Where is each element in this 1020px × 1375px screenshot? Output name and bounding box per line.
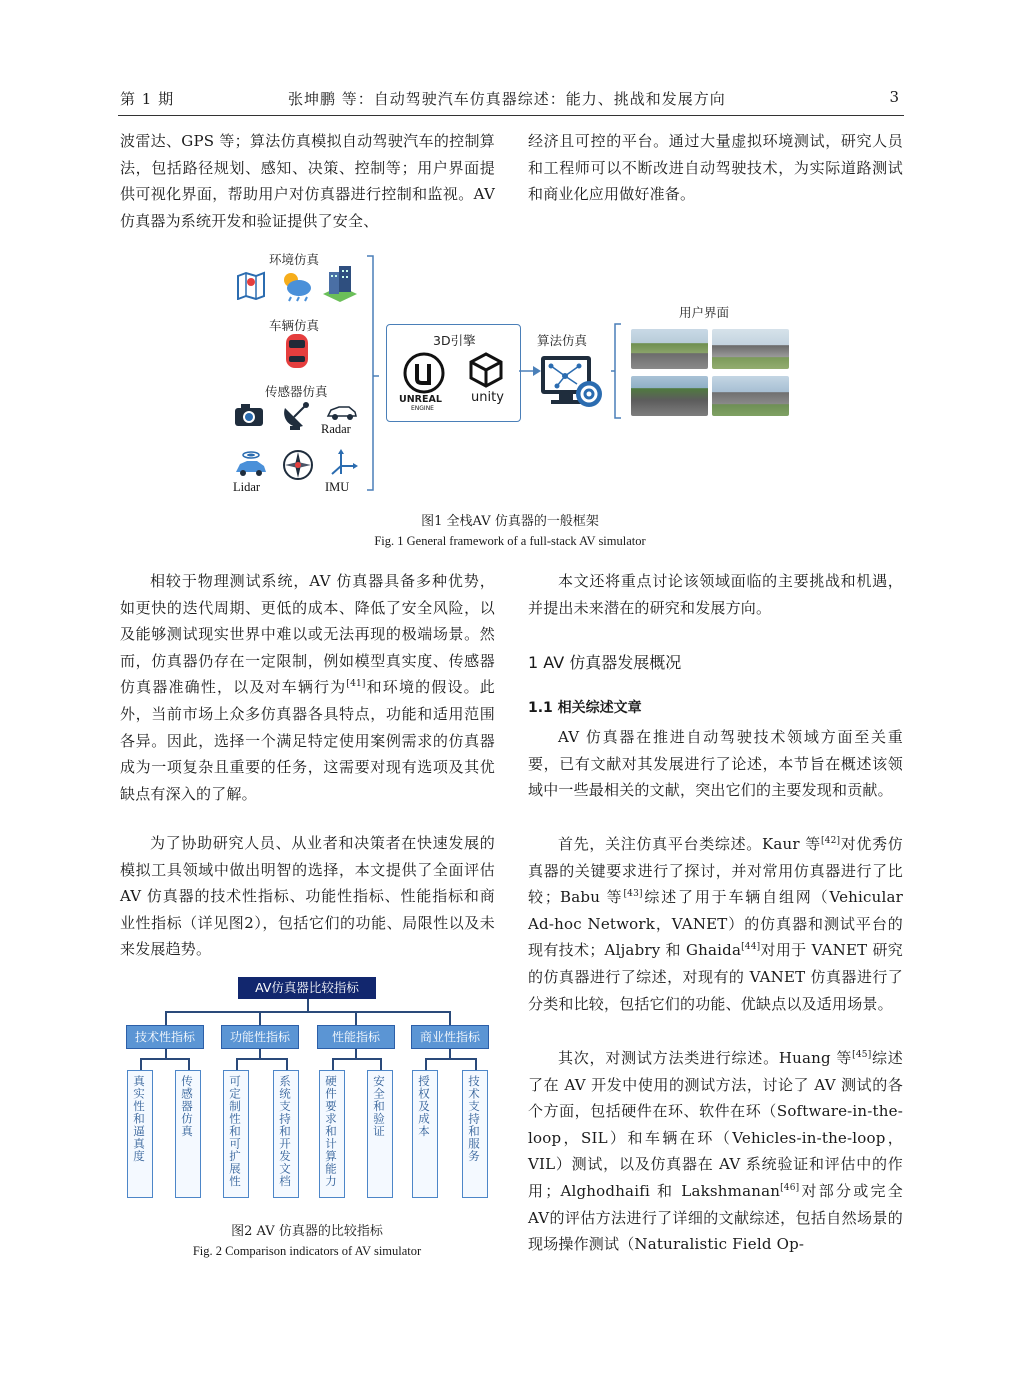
citation-43: [43]: [623, 889, 643, 900]
unreal-text: UNREAL: [399, 394, 442, 405]
ui-screenshot-4: [712, 376, 789, 416]
category-functional: 功能性指标: [221, 1025, 299, 1049]
right-paragraph-3: 其次，对测试方法类进行综述。Huang 等[45]综述了在 AV 开发中使用的测试方法，讨论了 AV 测试的各个方面，包括硬件在环、软件在环（Software-in-the-loop，SIL）和车辆在环（Vehicles-in-the-loop，VIL）测试，以及仿真器在 AV 系统验证和评估中的作用；Alghodhaifi 和 Lakshmanan[46]对部分或完全AV的评估方法进行了详细的文献综述，包括自然场景的现场操作测试（Naturalistic Field Op-: [528, 1049, 904, 1254]
category-commercial: 商业性指标: [411, 1025, 489, 1049]
imu-label: IMU: [325, 480, 350, 494]
ui-screenshot-2: [712, 329, 789, 369]
map-icon: [235, 270, 267, 300]
connector: [449, 1011, 451, 1025]
figure-2: [118, 975, 496, 1210]
connector: [259, 1011, 261, 1025]
issue-number: 第 1 期: [120, 90, 175, 108]
figure-1: [225, 246, 800, 506]
algorithm-monitor-icon: [539, 354, 605, 414]
right-paragraph-1: AV 仿真器在推进自动驾驶技术领域方面至关重要，已有文献对其发展进行了论述，本节旨在概述该领域中一些最相关的文献，突出它们的主要发现和贡献。: [528, 728, 903, 800]
connector: [355, 1011, 357, 1025]
city-icon: [321, 264, 359, 304]
radar-car-icon: [325, 402, 359, 422]
engine-label: 3D引擎: [433, 333, 476, 348]
leaf-realism: 真实性和逼真度: [127, 1070, 153, 1198]
right-paragraph-2: 首先，关注仿真平台类综述。Kaur 等[42]对优秀仿真器的关键要求进行了探讨，并对常用仿真器进行了比较；Babu 等[43]综述了用于车辆自组网（Vehicular Ad-hoc Network，VANET）的仿真器和测试平台的现有技术；Aljabry 和 Ghaida[44]对用于 VANET 研究的仿真器进行了综述，对现有的 VANET 仿真器进行了分类和比较，包括它们的功能、优缺点以及适用场景。: [528, 835, 903, 1013]
leaf-licensing-cost: 授权及成本: [412, 1070, 438, 1198]
section-heading: 1 AV 仿真器发展概况: [528, 653, 682, 672]
connector: [425, 1058, 475, 1060]
connector: [165, 1011, 167, 1025]
left-paragraph-1: 相较于物理测试系统，AV 仿真器具备多种优势，如更快的迭代周期、更低的成本、降低了安全风险，以及能够测试现实世界中难以或无法再现的极端场景。然而，仿真器仍存在一定限制，例如模型真实度、传感器仿真器准确性，以及对车辆行为[41]和环境的假设。此外，当前市场上众多仿真器各具特点，功能和适用范围各异。因此，选择一个满足特定使用案例需求的仿真器成为一项复杂且重要的任务，这需要对现有选项及其优缺点有深入的了解。: [120, 572, 495, 803]
connector: [236, 1058, 238, 1070]
running-header: [120, 88, 900, 114]
satellite-icon: [281, 398, 313, 432]
ui-label: 用户界面: [679, 305, 730, 320]
citation-42: [42]: [820, 836, 841, 846]
leaf-sensor-sim: 传感器仿真: [175, 1070, 201, 1198]
ui-screenshot-3: [631, 376, 708, 416]
citation-41: [41]: [346, 679, 366, 690]
citation-45: [45]: [852, 1050, 872, 1060]
figure2-caption-en: Fig. 2 Comparison indicators of AV simulator: [192, 1244, 422, 1258]
arrow-icon: [519, 364, 541, 378]
radar-label: Radar: [321, 422, 351, 436]
top-left-paragraph: 波雷达、GPS 等；算法仿真模拟自动驾驶汽车的控制算法，包括路径规划、感知、决策、控制等；用户界面提供可视化界面，帮助用户对仿真器进行控制和监视。AV 仿真器为系统开发和验证提供了安全、: [120, 132, 495, 230]
lidar-car-icon: [233, 450, 269, 478]
unity-logo-icon: [468, 352, 504, 388]
running-title: 张坤鹏 等：自动驾驶汽车仿真器综述：能力、挑战和发展方向: [288, 90, 726, 108]
connector: [286, 1058, 288, 1070]
connector: [140, 1058, 142, 1070]
unreal-logo-icon: [403, 352, 445, 394]
citation-46: [46]: [780, 1182, 800, 1193]
connector: [355, 1049, 357, 1058]
imu-axes-icon: [329, 448, 359, 478]
leaf-safety-validation: 安全和验证: [367, 1070, 393, 1198]
left-bracket: [365, 254, 379, 494]
connector: [236, 1058, 286, 1060]
fig2-top-box: AV仿真器比较指标: [238, 977, 376, 999]
connector: [259, 1049, 261, 1058]
figure1-caption-en: Fig. 1 General framework of a full-stack AV simulator: [374, 534, 646, 548]
header-rule: [118, 115, 904, 116]
top-right-paragraph: 经济且可控的平台。通过大量虚拟环境测试，研究人员和工程师可以不断改进自动驾驶技术，为实际道路测试和商业化应用做好准备。: [528, 132, 903, 204]
connector: [307, 999, 309, 1011]
citation-44: [44]: [741, 942, 761, 953]
camera-icon: [233, 402, 265, 428]
right-paragraph-0: 本文还将重点讨论该领域面临的主要挑战和机遇，并提出未来潜在的研究和发展方向。: [528, 572, 903, 617]
connector: [165, 1011, 449, 1013]
connector: [475, 1058, 477, 1070]
connector: [449, 1049, 451, 1058]
sensor-sim-label: 传感器仿真: [265, 384, 328, 399]
figure1-caption-cn: 图1 全栈AV 仿真器的一般框架: [421, 514, 599, 529]
category-performance: 性能指标: [317, 1025, 395, 1049]
env-sim-label: 环境仿真: [269, 252, 320, 267]
connector: [188, 1058, 190, 1070]
lidar-label: Lidar: [233, 480, 261, 494]
category-technical: 技术性指标: [126, 1025, 204, 1049]
vehicle-sim-label: 车辆仿真: [269, 318, 320, 333]
connector: [380, 1058, 382, 1070]
compass-icon: [281, 448, 315, 482]
connector: [140, 1058, 188, 1060]
leaf-tech-support: 技术支持和服务: [462, 1070, 488, 1198]
weather-icon: [277, 268, 315, 302]
car-icon: [283, 332, 311, 370]
unity-text: unity: [471, 390, 504, 405]
unreal-subtext: ENGINE: [411, 405, 434, 412]
algo-sim-label: 算法仿真: [537, 333, 588, 348]
ui-screenshot-1: [631, 329, 708, 369]
leaf-hardware-requirements: 硬件要求和计算能力: [319, 1070, 345, 1198]
figure2-caption-cn: 图2 AV 仿真器的比较指标: [231, 1224, 383, 1239]
connector: [332, 1058, 380, 1060]
connector: [425, 1058, 427, 1070]
page-number: 3: [889, 88, 900, 106]
leaf-customizability: 可定制性和可扩展性: [223, 1070, 249, 1198]
left-paragraph-2: 为了协助研究人员、从业者和决策者在快速发展的模拟工具领域中做出明智的选择，本文提供了全面评估 AV 仿真器的技术性指标、功能性指标、性能指标和商业性指标（详见图2），包括它们的功能、局限性以及未来发展趋势。: [120, 834, 495, 959]
leaf-system-support: 系统支持和开发文档: [273, 1070, 299, 1198]
subsection-heading: 1.1 相关综述文章: [528, 700, 642, 716]
connector: [332, 1058, 334, 1070]
right-bracket: [611, 322, 623, 422]
connector: [165, 1049, 167, 1058]
